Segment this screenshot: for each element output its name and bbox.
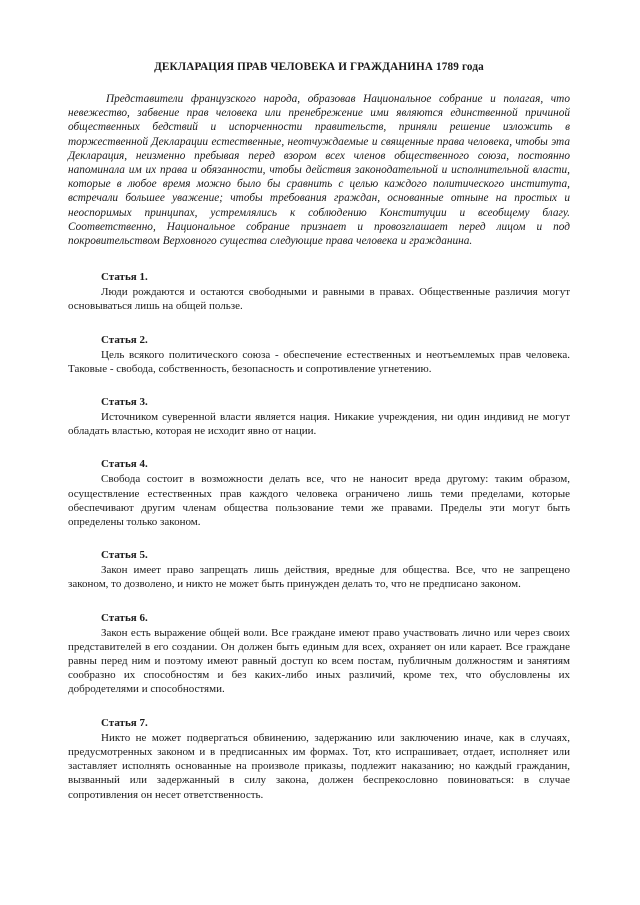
articles-container — [68, 270, 570, 801]
article-section — [68, 457, 570, 529]
page-title: ДЕКЛАРАЦИЯ ПРАВ ЧЕЛОВЕКА И ГРАЖДАНИНА 1789 года — [154, 61, 484, 73]
article-heading: Статья 3. — [101, 396, 148, 409]
article-heading: Статья 7. — [101, 716, 148, 729]
article-body: Цель всякого политического союза - обеспечение естественных и неотъемлемых прав человека. Таковые - свобода, собственность, безопасность и сопротивление угнетению. — [68, 348, 570, 375]
article-body: Люди рождаются и остаются свободными и равными в правах. Общественные различия могут основываться лишь на общей пользе. — [68, 286, 570, 313]
preamble-paragraph: Представители французского народа, образовав Национальное собрание и полагая, что невежество, забвение прав человека или пренебрежение ими являются единственной причиной общественных бедствий и испорченности правительств, приняли решение изложить в торжественной Декларации естественные, неотчуждаемые и священные права человека, чтобы эта Декларация, неизменно пребывая перед взором всех членов общественного союза, постоянно напоминала им их права и обязанности, чтобы действия законодательной и исполнительной власти, которые в любое время можно было бы сравнить с целью каждого политического института, встречали большее уважение; чтобы требования граждан, основанные отныне на простых и неоспоримых принципах, устремлялись к соблюдению Конституции и всеобщему благу. Соответственно, Национальное собрание признает и провозглашает перед лицом и под покровительством Верховного существа следующие права человека и гражданина. — [68, 93, 570, 248]
article-body: Никто не может подвергаться обвинению, задержанию или заключению иначе, как в случаях, предусмотренных законом и в предписанных им формах. Тот, кто испрашивает, отдает, исполняет или заставляет исполнять основанные на произволе приказы, подлежит наказанию; но каждый гражданин, вызванный или задержанный в силу закона, должен беспрекословно повиноваться: в случае сопротивления он несет ответственность. — [68, 731, 570, 801]
article-heading: Статья 4. — [101, 458, 148, 471]
article-section — [68, 611, 570, 697]
article-body: Источником суверенной власти является нация. Никакие учреждения, ни один индивид не могут обладать властью, которая не исходит явно от нации. — [68, 411, 570, 438]
article-section — [68, 716, 570, 802]
article-section — [68, 548, 570, 591]
article-section — [68, 270, 570, 313]
article-heading: Статья 2. — [101, 333, 148, 346]
article-body: Свобода состоит в возможности делать все, что не наносит вреда другому: таким образом, осуществление естественных прав каждого человека ограничено лишь теми пределами, которые обеспечивают другим членам общества пользование теми же правами. Пределы эти могут быть определены только законом. — [68, 473, 570, 529]
article-heading: Статья 5. — [101, 549, 148, 562]
article-heading: Статья 1. — [101, 271, 148, 284]
article-section — [68, 333, 570, 376]
article-body: Закон имеет право запрещать лишь действия, вредные для общества. Все, что не запрещено законом, то дозволено, и никто не может быть принужден делать то, что не предписано законом. — [68, 564, 570, 591]
article-body: Закон есть выражение общей воли. Все граждане имеют право участвовать лично или через своих представителей в его создании. Он должен быть единым для всех, охраняет он или карает. Все граждане равны перед ним и поэтому имеют равный доступ ко всем постам, публичным должностям и занятиям сообразно их способностям и без каких-либо иных различий, кроме тех, что обусловлены их добродетелями и способностями. — [68, 626, 570, 696]
article-section — [68, 395, 570, 438]
article-heading: Статья 6. — [101, 611, 148, 624]
